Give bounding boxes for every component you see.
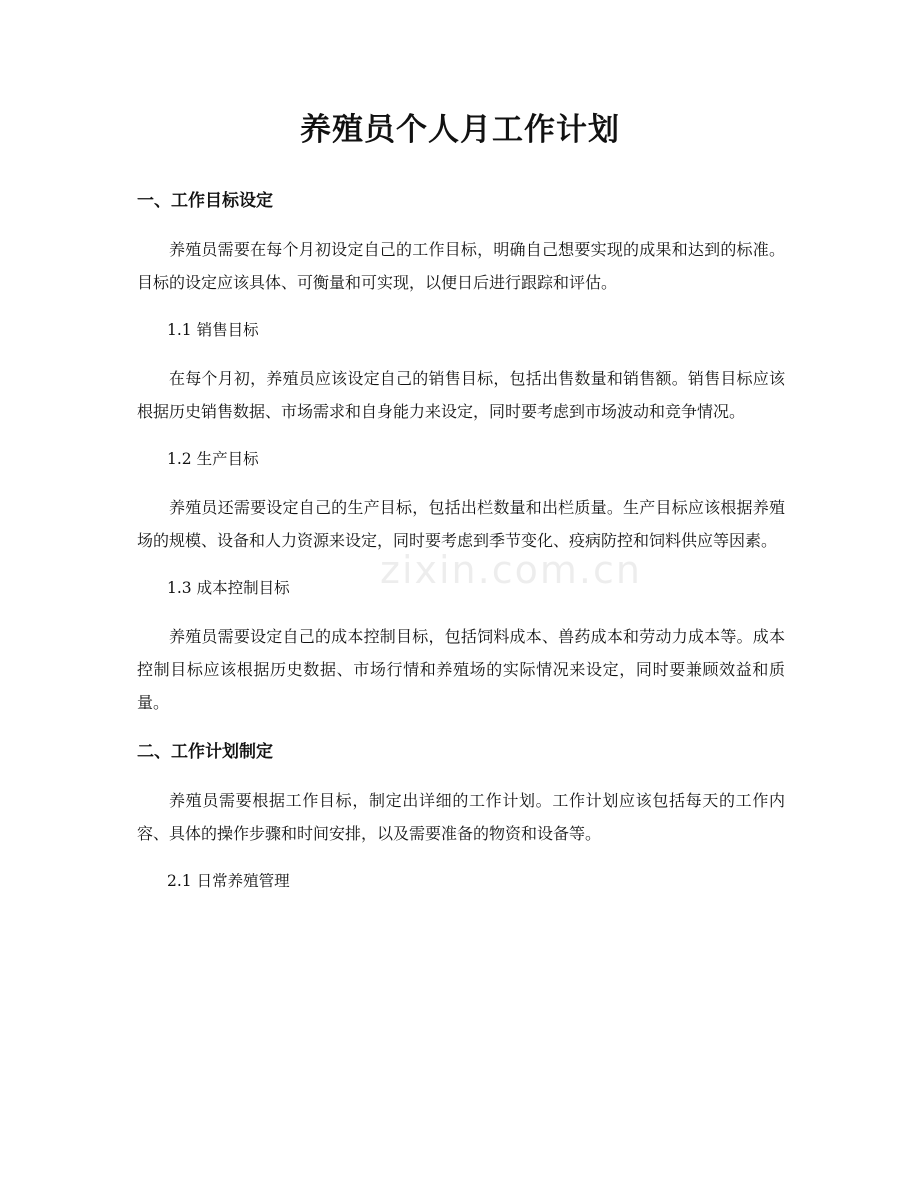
subsection-1-2-text: 养殖员还需要设定自己的生产目标，包括出栏数量和出栏质量。生产目标应该根据养殖场的规模、设备和人力资源来设定，同时要考虑到季节变化、疫病防控和饲料供应等因素。 (137, 498, 785, 550)
subsection-heading-1-3: 1.3 成本控制目标 (167, 579, 290, 597)
subsection-1-1-text: 在每个月初，养殖员应该设定自己的销售目标，包括出售数量和销售额。销售目标应该根据历史销售数据、市场需求和自身能力来设定，同时要考虑到市场波动和竞争情况。 (137, 369, 785, 421)
subsection-heading-1-2: 1.2 生产目标 (167, 450, 259, 468)
section-heading-2: 二、工作计划制定 (137, 742, 273, 762)
section-heading-1: 一、工作目标设定 (137, 191, 273, 211)
subsection-heading-1-1: 1.1 销售目标 (167, 321, 259, 339)
section-1-intro: 养殖员需要在每个月初设定自己的工作目标，明确自己想要实现的成果和达到的标准。目标的设定应该具体、可衡量和可实现，以便日后进行跟踪和评估。 (137, 240, 785, 292)
document-title: 养殖员个人月工作计划 (300, 112, 620, 148)
section-2-intro: 养殖员需要根据工作目标，制定出详细的工作计划。工作计划应该包括每天的工作内容、具体的操作步骤和时间安排，以及需要准备的物资和设备等。 (137, 791, 785, 843)
document-body (137, 183, 785, 913)
subsection-1-3-text: 养殖员需要设定自己的成本控制目标，包括饲料成本、兽药成本和劳动力成本等。成本控制目标应该根据历史数据、市场行情和养殖场的实际情况来设定，同时要兼顾效益和质量。 (137, 627, 785, 712)
subsection-heading-2-1: 2.1 日常养殖管理 (167, 872, 290, 890)
watermark: zixin.com.cn (380, 548, 642, 592)
